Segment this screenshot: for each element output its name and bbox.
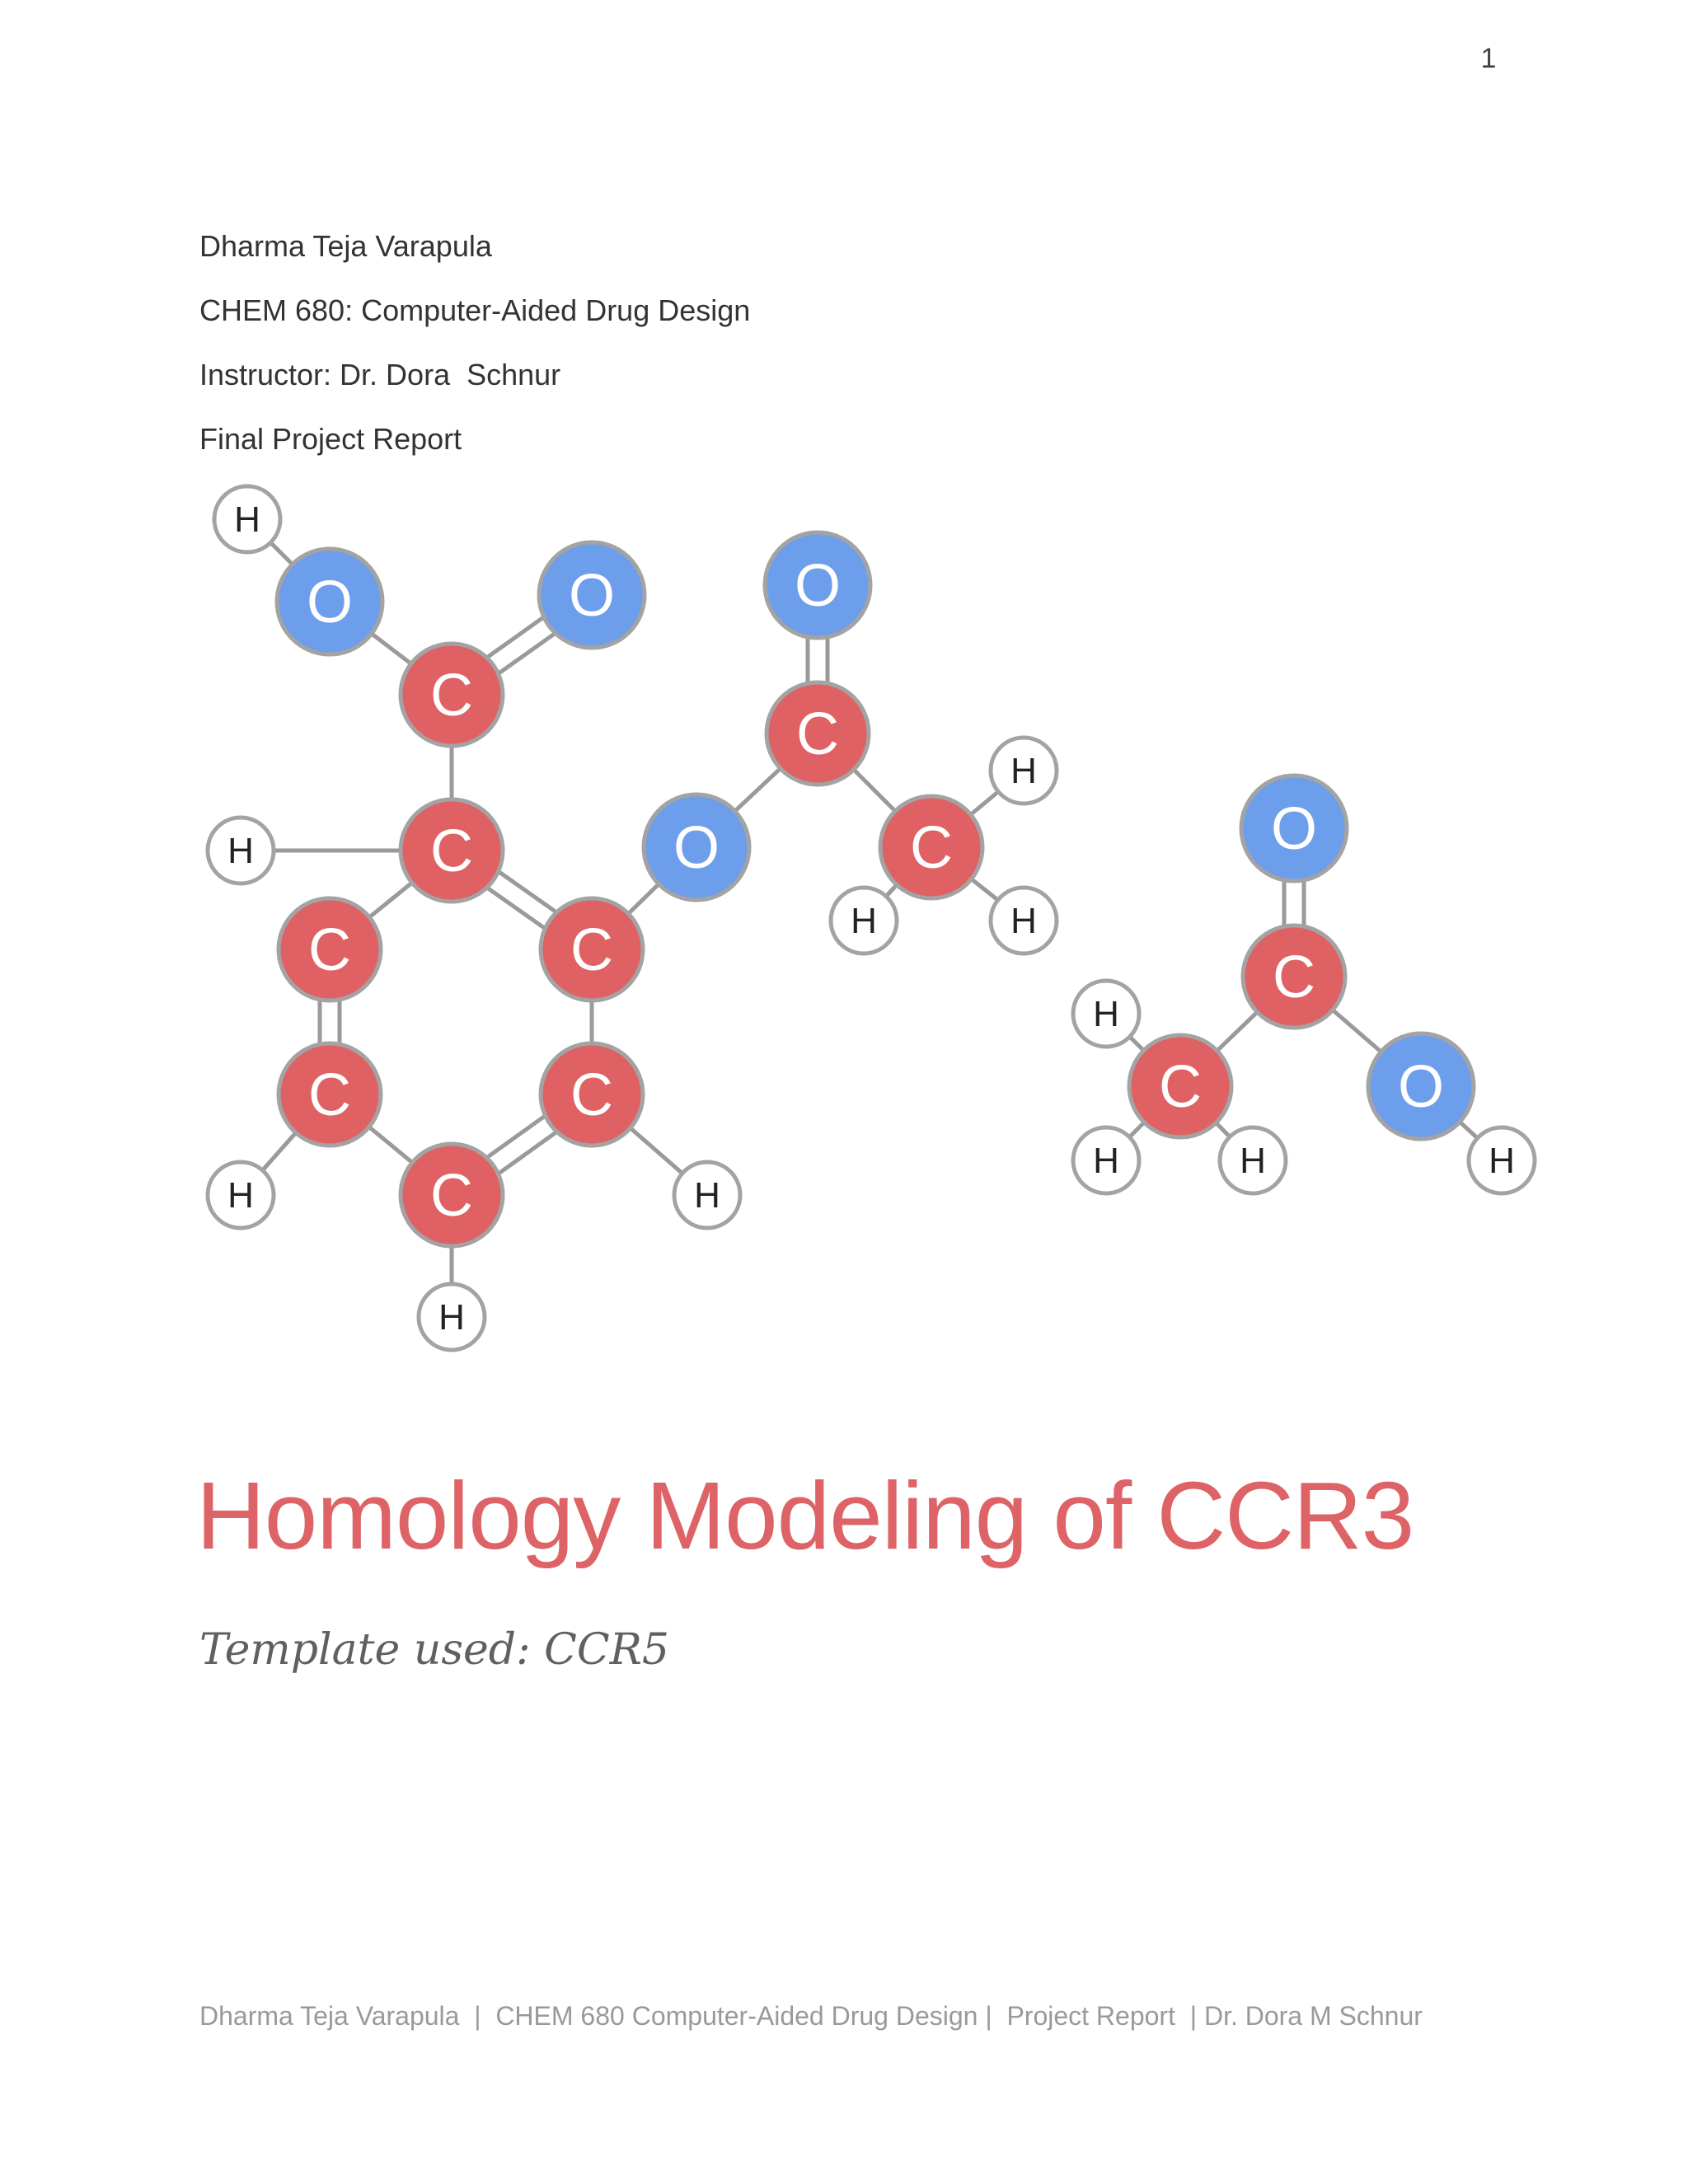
document-subtitle: Template used: CCR5 <box>199 1625 669 1675</box>
hydrogen-atom <box>214 486 280 552</box>
oxygen-label: O <box>794 553 842 619</box>
oxygen-atom <box>1368 1033 1474 1139</box>
hydrogen-atom <box>208 1162 274 1228</box>
carbon-atom <box>279 1043 381 1146</box>
carbon-atom <box>541 1043 643 1146</box>
document-title: Homology Modeling of CCR3 <box>196 1462 1414 1569</box>
hydrogen-label: H <box>227 1175 254 1216</box>
molecule-illustration <box>190 478 1566 1368</box>
oxygen-atom <box>1241 776 1347 881</box>
oxygen-label: O <box>568 563 616 629</box>
hydrogen-atom <box>419 1284 485 1350</box>
hydrogen-atom <box>1073 981 1139 1047</box>
carbon-atom <box>401 799 503 902</box>
carbon-atom <box>401 644 503 746</box>
carbon-atom <box>767 682 869 785</box>
course-name: CHEM 680: Computer-Aided Drug Design <box>199 293 751 327</box>
hydrogen-label: H <box>1010 751 1037 791</box>
page-footer: Dharma Teja Varapula | CHEM 680 Computer-Aided Drug Design | Project Report | Dr. Dora M Schnur <box>199 2001 1423 2031</box>
carbon-atom <box>880 796 982 898</box>
hydrogen-atom <box>674 1162 740 1228</box>
carbon-label: C <box>430 663 473 729</box>
hydrogen-atom <box>991 888 1057 954</box>
carbon-label: C <box>796 701 839 767</box>
hydrogen-atom <box>1220 1127 1286 1193</box>
carbon-label: C <box>910 815 953 881</box>
carbon-label: C <box>308 917 351 983</box>
oxygen-label: O <box>306 569 354 635</box>
oxygen-atom <box>765 532 870 638</box>
hydrogen-label: H <box>1489 1141 1515 1181</box>
carbon-atom <box>401 1144 503 1246</box>
hydrogen-atom <box>991 738 1057 804</box>
hydrogen-atom <box>1073 1127 1139 1193</box>
carbon-label: C <box>308 1062 351 1128</box>
carbon-label: C <box>1159 1054 1202 1120</box>
hydrogen-label: H <box>1010 901 1037 941</box>
hydrogen-atom <box>208 818 274 883</box>
carbon-label: C <box>430 818 473 884</box>
oxygen-label: O <box>1397 1054 1445 1120</box>
hydrogen-atom <box>831 888 897 954</box>
oxygen-label: O <box>1270 796 1318 862</box>
hydrogen-label: H <box>1093 994 1119 1034</box>
hydrogen-label: H <box>234 499 260 540</box>
oxygen-atom <box>277 549 382 654</box>
page-number: 1 <box>1480 43 1497 74</box>
hydrogen-atom <box>1469 1127 1535 1193</box>
hydrogen-label: H <box>694 1175 720 1216</box>
carbon-label: C <box>570 1062 613 1128</box>
instructor-name: Instructor: Dr. Dora Schnur <box>199 358 561 391</box>
molecule-svg <box>190 478 1566 1368</box>
oxygen-label: O <box>673 815 720 881</box>
oxygen-atom <box>644 794 749 900</box>
hydrogen-label: H <box>851 901 877 941</box>
hydrogen-label: H <box>438 1297 465 1338</box>
carbon-atom <box>541 898 643 1001</box>
carbon-atom <box>1129 1035 1231 1137</box>
author-name: Dharma Teja Varapula <box>199 229 492 263</box>
report-type: Final Project Report <box>199 422 462 456</box>
carbon-label: C <box>1273 944 1315 1010</box>
carbon-atom <box>1243 926 1345 1028</box>
hydrogen-label: H <box>227 831 254 871</box>
hydrogen-label: H <box>1093 1141 1119 1181</box>
carbon-atom <box>279 898 381 1001</box>
hydrogen-label: H <box>1240 1141 1266 1181</box>
oxygen-atom <box>539 542 645 648</box>
carbon-label: C <box>570 917 613 983</box>
carbon-label: C <box>430 1163 473 1229</box>
